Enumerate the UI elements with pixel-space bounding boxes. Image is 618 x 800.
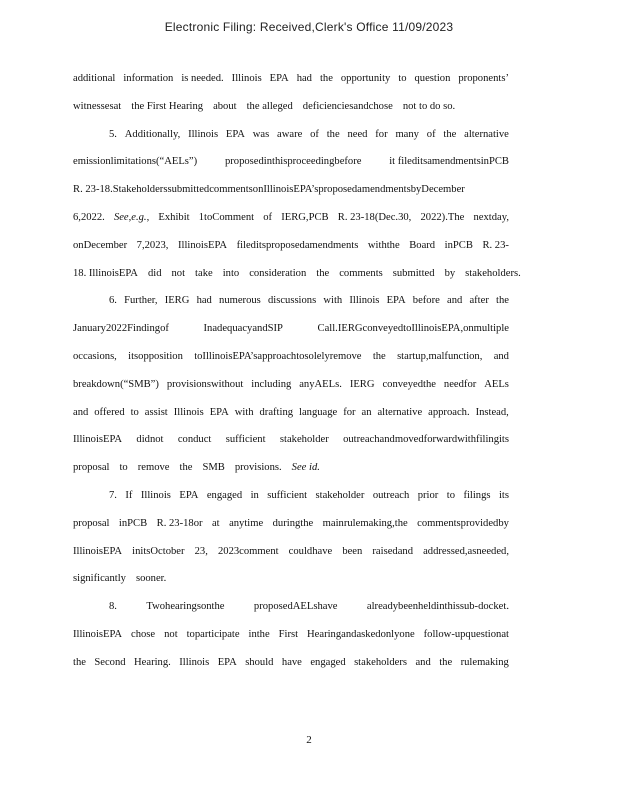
word: anytime (229, 517, 264, 529)
word: language (299, 406, 338, 418)
page-number: 2 (306, 734, 312, 746)
word: EPA (179, 489, 199, 501)
text-line-l19 (73, 572, 509, 600)
word: anyAELs. (299, 378, 342, 390)
text-line-l11 (73, 350, 509, 378)
word: is needed. (181, 73, 224, 84)
word: 7. (109, 489, 117, 501)
word: had (196, 295, 212, 307)
word: 1toComment (198, 211, 255, 223)
word: Hearingandaskedonlyone (307, 628, 415, 640)
word: proponents’ (458, 73, 509, 84)
word: raisedand (372, 545, 413, 557)
text-line-l06 (73, 211, 509, 239)
word: witnessesat (73, 100, 122, 112)
word: to (398, 73, 407, 84)
word: the (439, 656, 453, 668)
word: into (222, 267, 240, 279)
word: stakeholder (279, 434, 329, 446)
word: IllinoisEPA (73, 434, 123, 446)
word: proposedAELshave (253, 601, 338, 613)
word: R. 23- (482, 239, 509, 251)
word: Board (409, 239, 436, 251)
word: for (343, 406, 356, 418)
word: EPA (269, 73, 289, 84)
word: EPA (217, 656, 237, 668)
word: been (342, 545, 363, 557)
text-line-l15 (73, 461, 509, 489)
text-line-l14 (73, 433, 509, 461)
text-line-l20 (73, 600, 509, 628)
word: 2022).The (420, 211, 465, 223)
word: breakdown(“SMB”) (73, 378, 159, 390)
word: Illinois (231, 73, 262, 84)
word: Second (94, 656, 126, 668)
word: before (412, 295, 440, 307)
word: Call.IERGconveyedtoIllinoisEPA,onmultiple (317, 323, 509, 335)
word: about (213, 100, 237, 112)
word: alreadybeenheldinthissub-docket. (366, 601, 509, 613)
word: information (123, 73, 174, 84)
word: of (263, 211, 273, 223)
text-line-l16 (73, 489, 509, 517)
word: to (130, 406, 139, 418)
word: SMB (202, 462, 225, 474)
text-line-l02 (73, 100, 509, 128)
word: If (125, 489, 133, 501)
word: for (375, 128, 388, 140)
word: the (326, 128, 340, 140)
word: Further, (124, 295, 158, 307)
word: should (245, 656, 274, 668)
word: 6. (109, 295, 117, 307)
word: emissionlimitations(“AELs”) (73, 156, 198, 168)
text-line-l12 (73, 378, 509, 406)
word: withthe (367, 239, 400, 251)
word: Illinois (140, 489, 171, 501)
text-line-l07 (73, 239, 509, 267)
word: and (493, 350, 509, 362)
word: conduct (177, 434, 212, 446)
word: outreach (372, 489, 410, 501)
word: toIllinoisEPA’sapproachtosolelyremove (194, 350, 362, 362)
word: IllinoisEPA (73, 628, 123, 640)
word: fileditsproposedamendments (236, 239, 359, 251)
word: AELs (484, 378, 509, 390)
word: the (73, 656, 86, 668)
text-line-l13 (73, 406, 509, 434)
word: to (446, 489, 455, 501)
text-line-l10 (73, 322, 509, 350)
word: an (361, 406, 372, 418)
word: toparticipate (186, 628, 240, 640)
word: commentsprovidedby (417, 517, 509, 529)
word: have (281, 656, 302, 668)
word: proposal (73, 517, 110, 529)
word: alternative (464, 128, 509, 140)
word: not to do so. (402, 100, 456, 112)
text-line-l21 (73, 628, 509, 656)
word: See,e.g., (113, 211, 150, 223)
word: Twohearingsonthe (146, 601, 225, 613)
word: 23, (194, 545, 208, 557)
word: startup,malfunction, (397, 350, 483, 362)
word: engaged (206, 489, 243, 501)
word: deficienciesandchose (302, 100, 393, 112)
word: the (179, 462, 193, 474)
word: comments (339, 267, 383, 279)
word: filings (463, 489, 491, 501)
word: IERG (164, 295, 190, 307)
word: after (469, 295, 489, 307)
word: need (347, 128, 368, 140)
word: had (296, 73, 312, 84)
word: addressed,asneeded, (423, 545, 509, 557)
text-line-l22 (73, 656, 509, 684)
word: the (316, 267, 330, 279)
text-line-l09 (73, 294, 509, 322)
word: to (119, 462, 128, 474)
word: provisionswithout (166, 378, 244, 390)
word: IllinoisEPA (177, 239, 228, 251)
word: numerous (219, 295, 261, 307)
word: proposedinthisproceedingbefore (224, 156, 362, 168)
word: outreachandmovedforwardwithfilingits (343, 434, 509, 446)
word: EPA (386, 295, 406, 307)
word: with (323, 295, 343, 307)
word: not (171, 267, 186, 279)
word: remove (137, 462, 170, 474)
word: 6,2022. (73, 211, 105, 223)
word: question (414, 73, 451, 84)
word: the (319, 73, 333, 84)
word: drafting (259, 406, 294, 418)
word: itsopposition (128, 350, 183, 362)
word: 7,2023, (136, 239, 169, 251)
word: sooner. (135, 573, 167, 585)
electronic-filing-header: Electronic Filing: Received,Clerk's Office 11/09/2023 (164, 20, 454, 34)
text-line-l05 (73, 183, 509, 211)
word: sufficient (267, 489, 308, 501)
word: onDecember (73, 239, 128, 251)
word: mainrulemaking,the (322, 517, 408, 529)
word: was (252, 128, 270, 140)
word: approach. (428, 406, 470, 418)
word: couldhave (288, 545, 333, 557)
word: stakeholders. (465, 267, 521, 279)
word: in (250, 489, 259, 501)
word: chose (131, 628, 156, 640)
word: did (147, 267, 162, 279)
word: significantly (73, 573, 126, 585)
word: Hearing. (134, 656, 171, 668)
word: nextday, (473, 211, 509, 223)
word: provisions. (234, 462, 282, 474)
document-body (73, 72, 521, 684)
word: Illinois (349, 295, 380, 307)
word: EPA (209, 406, 229, 418)
word: stakeholder (315, 489, 365, 501)
word: Additionally, (124, 128, 181, 140)
word: occasions, (73, 350, 117, 362)
word: stakeholders (354, 656, 408, 668)
word: Illinois (179, 656, 210, 668)
word: rulemaking (460, 656, 509, 668)
word: of (310, 128, 319, 140)
word: sufficient (225, 434, 266, 446)
word: aware (277, 128, 303, 140)
word: IllinoisEPA (73, 545, 123, 557)
word: not (164, 628, 178, 640)
word: including (251, 378, 292, 390)
word: R. 23-18.StakeholderssubmittedcommentsonIllinoisEPA’sproposedamendmentsbyDecember (73, 184, 465, 196)
word: discussions (267, 295, 317, 307)
word: duringthe (272, 517, 314, 529)
text-line-l03 (73, 128, 509, 156)
word: 2023comment (217, 545, 279, 557)
word: inthe (248, 628, 270, 640)
word: the (496, 295, 509, 307)
word: it fileditsamendmentsinPCB (389, 156, 509, 168)
word: 5. (109, 128, 117, 140)
text-line-l01 (73, 72, 509, 100)
word: follow-upquestionat (423, 628, 509, 640)
word: InadequacyandSIP (203, 323, 283, 335)
word: consideration (249, 267, 307, 279)
word: proposal (73, 462, 110, 474)
word: at (211, 517, 220, 529)
word: opportunity (340, 73, 391, 84)
word: Illinois (173, 406, 204, 418)
word: additional (73, 73, 116, 84)
word: alternative (377, 406, 423, 418)
word: the (443, 128, 457, 140)
word: assist (144, 406, 168, 418)
word: the alleged (246, 100, 293, 112)
word: inPCB (444, 239, 473, 251)
word: offered (94, 406, 125, 418)
word: and (415, 656, 431, 668)
word: Illinois (188, 128, 219, 140)
word: conveyedthe (382, 378, 436, 390)
word: 18. IllinoisEPA (73, 267, 138, 279)
word: See id. (291, 462, 320, 474)
word: initsOctober (132, 545, 185, 557)
word: and (447, 295, 463, 307)
text-line-l17 (73, 517, 509, 545)
word: needfor (443, 378, 477, 390)
word: many (395, 128, 419, 140)
word: prior (417, 489, 439, 501)
word: of (426, 128, 436, 140)
word: didnot (136, 434, 164, 446)
word: First (278, 628, 299, 640)
word: R. 23-18or (156, 517, 203, 529)
word: engaged (310, 656, 346, 668)
word: 8. (109, 601, 117, 613)
word: take (195, 267, 213, 279)
text-line-l18 (73, 545, 509, 573)
word: EPA (225, 128, 245, 140)
word: R. 23-18(Dec.30, (337, 211, 412, 223)
word: IERG (349, 378, 375, 390)
word: the First Hearing (131, 100, 204, 112)
word: its (498, 489, 509, 501)
text-line-l08 (73, 267, 521, 295)
word: and (73, 406, 89, 418)
word: by (444, 267, 456, 279)
word: with (234, 406, 254, 418)
word: January2022Findingof (73, 323, 169, 335)
word: IERG,PCB (281, 211, 329, 223)
word: Instead, (475, 406, 509, 418)
word: the (372, 350, 386, 362)
word: inPCB (118, 517, 148, 529)
word: Exhibit (158, 211, 190, 223)
word: submitted (392, 267, 435, 279)
text-line-l04 (73, 155, 509, 183)
